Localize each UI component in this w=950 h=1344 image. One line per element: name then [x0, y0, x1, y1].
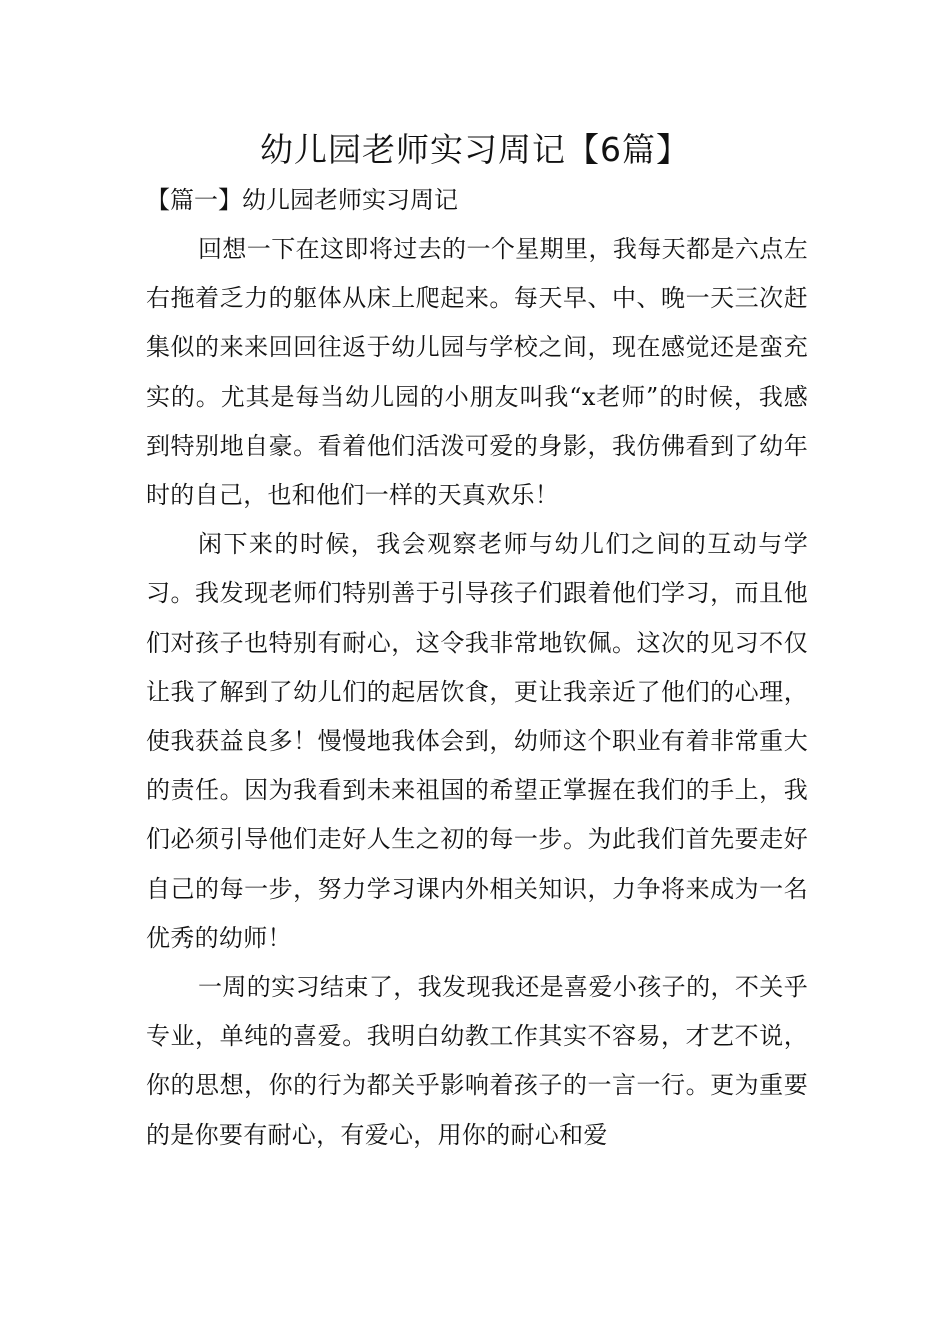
section-heading: 【篇一】幼儿园老师实习周记: [146, 186, 458, 214]
paragraph: 闲下来的时候，我会观察老师与幼儿们之间的互动与学习。我发现老师们特别善于引导孩子们跟着他们学习，而且他们对孩子也特别有耐心，这令我非常地钦佩。这次的见习不仅让我了解到了幼儿们的起居饮食，更让我亲近了他们的心理，使我获益良多！慢慢地我体会到，幼师这个职业有着非常重大的责任。因为我看到未来祖国的希望正掌握在我们的手上，我们必须引导他们走好人生之初的每一步。为此我们首先要走好自己的每一步，努力学习课内外相关知识，力争将来成为一名优秀的幼师！: [146, 530, 808, 952]
paragraph: 一周的实习结束了，我发现我还是喜爱小孩子的，不关乎专业，单纯的喜爱。我明白幼教工作其实不容易，才艺不说，你的思想，你的行为都关乎影响着孩子的一言一行。更为重要的是你要有耐心，有爱心，用你的耐心和爱: [146, 973, 808, 1149]
document-title: 幼儿园老师实习周记【6篇】: [260, 130, 690, 169]
document-body: [146, 225, 808, 1160]
paragraph: 回想一下在这即将过去的一个星期里，我每天都是六点左右拖着乏力的躯体从床上爬起来。每天早、中、晚一天三次赶集似的来来回回往返于幼儿园与学校之间，现在感觉还是蛮充实的。尤其是每当幼儿园的小朋友叫我“x老师”的时候，我感到特别地自豪。看着他们活泼可爱的身影，我仿佛看到了幼年时的自己，也和他们一样的天真欢乐！: [146, 235, 808, 510]
